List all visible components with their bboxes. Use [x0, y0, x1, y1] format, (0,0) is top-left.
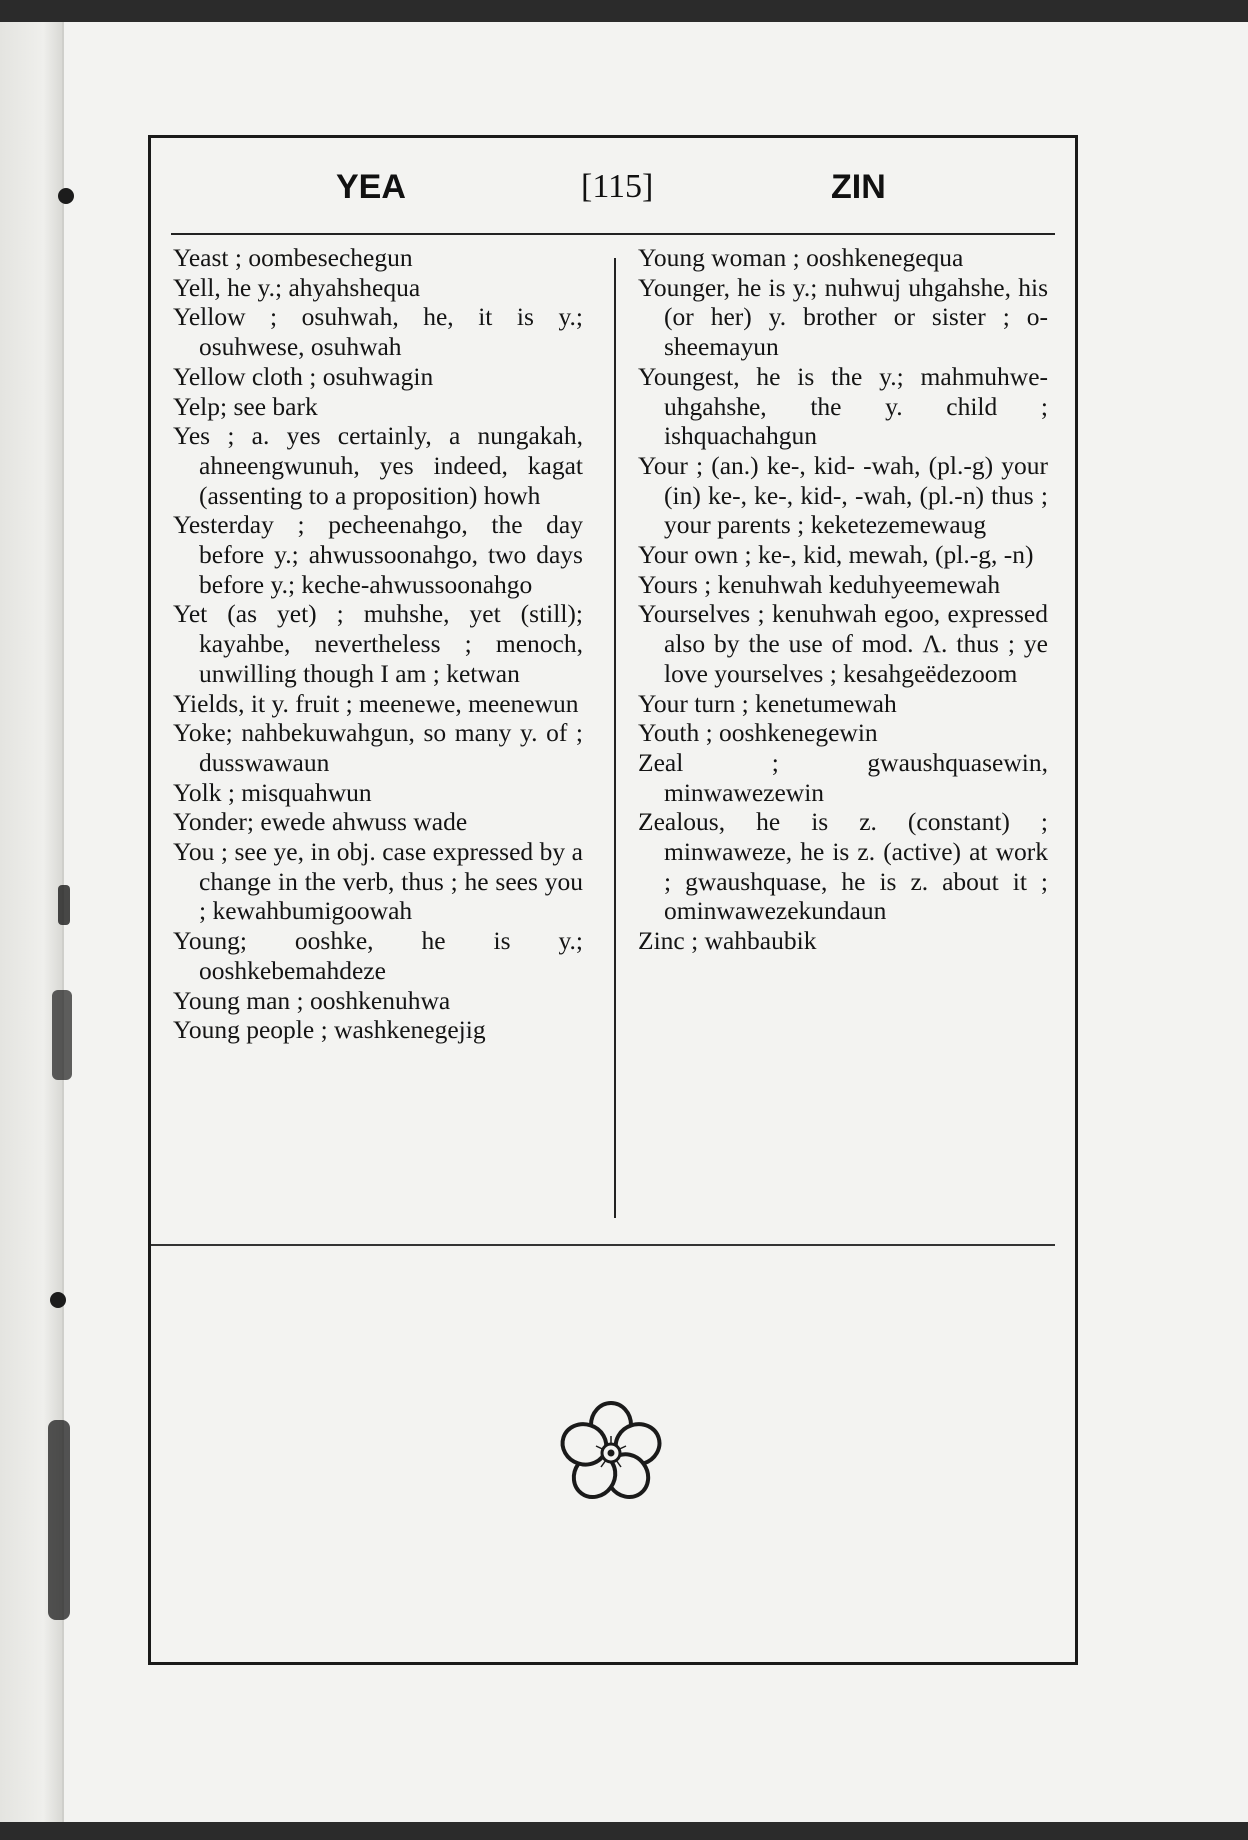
dictionary-entry: Yes ; a. yes certainly, a nungakah, ahneengwunuh, yes indeed, kagat (assenting to a proposition) howh	[173, 421, 583, 510]
page-frame	[148, 135, 1078, 1665]
dictionary-entry: Young people ; washkenegejig	[173, 1015, 486, 1045]
binding-hole	[50, 1292, 66, 1308]
binding-mark	[48, 1420, 70, 1620]
page-number: [115]	[581, 168, 654, 205]
dictionary-entry: Yelp; see bark	[173, 391, 318, 421]
dictionary-entry: Youngest, he is the y.; mahmuhwe-uhgahshe, the y. child ; ishquachahgun	[638, 361, 1048, 451]
dictionary-entry: You ; see ye, in obj. case expressed by a change in the verb, thus ; he sees you ; kewahbumigoowah	[173, 837, 583, 926]
binding-mark	[58, 885, 70, 925]
dictionary-entry: Yours ; kenuhwah keduhyeemewah	[638, 569, 1001, 599]
dictionary-entry: Youth ; ooshkenegewin	[638, 718, 878, 748]
dictionary-entry: Yellow cloth ; osuhwagin	[173, 361, 434, 391]
dictionary-entry: Yell, he y.; ahyahshequa	[173, 272, 421, 302]
dictionary-entry: Your own ; ke-, kid, mewah, (pl.-g, -n)	[638, 540, 1034, 570]
dictionary-entry: Yolk ; misquahwun	[173, 777, 372, 807]
guide-word-left: YEA	[336, 168, 406, 206]
right-column	[638, 243, 1048, 956]
dictionary-entry: Yields, it y. fruit ; meenewe, meenewun	[173, 688, 579, 718]
dictionary-entry: Yoke; nahbekuwahgun, so many y. of ; dusswawaun	[173, 718, 583, 777]
dictionary-entry: Younger, he is y.; nuhwuj uhgahshe, his (or her) y. brother or sister ; o-sheemayun	[638, 272, 1048, 362]
footer-rule	[151, 1244, 1055, 1246]
binding-hole	[58, 188, 74, 204]
guide-word-right: ZIN	[831, 168, 886, 206]
dictionary-entry: Your turn ; kenetumewah	[638, 688, 897, 718]
left-column	[173, 243, 583, 1045]
dictionary-entry: Zinc ; wahbaubik	[638, 926, 817, 956]
running-header	[151, 168, 1075, 218]
column-divider	[614, 258, 616, 1218]
dictionary-entry: Yellow ; osuhwah, he, it is y.; osuhwese, osuhwah	[173, 302, 583, 362]
dictionary-entry: Yet (as yet) ; muhshe, yet (still); kayahbe, nevertheless ; menoch, unwilling though I am ; ketwan	[173, 599, 583, 688]
dictionary-entry: Yourselves ; kenuhwah egoo, expressed also by the use of mod. Λ. thus ; ye love yourselves ; kesahgeëdezoom	[638, 599, 1048, 688]
dictionary-entry: Young woman ; ooshkenegequa	[638, 243, 964, 272]
dictionary-entry: Yeast ; oombesechegun	[173, 243, 413, 272]
dictionary-entry: Young; ooshke, he is y.; ooshkebemahdeze	[173, 926, 583, 985]
dictionary-entry: Yonder; ewede ahwuss wade	[173, 807, 468, 837]
flower-ornament-icon	[556, 1398, 666, 1508]
binding-mark	[52, 990, 72, 1080]
dictionary-entry: Your ; (an.) ke-, kid- -wah, (pl.-g) your (in) ke-, ke-, kid-, -wah, (pl.-n) thus ; your parents ; keketezemewaug	[638, 450, 1048, 540]
dictionary-entry: Zeal ; gwaushquasewin, minwawezewin	[638, 747, 1048, 807]
dictionary-entry: Yesterday ; pecheenahgo, the day before y.; ahwussoonahgo, two days before y.; keche-ahwussoonahgo	[173, 510, 583, 599]
header-rule	[171, 233, 1055, 235]
dictionary-entry: Zealous, he is z. (constant) ; minwaweze, he is z. (active) at work ; gwaushquase, he is z. about it ; ominwawezekundaun	[638, 807, 1048, 926]
dictionary-entry: Young man ; ooshkenuhwa	[173, 985, 451, 1015]
